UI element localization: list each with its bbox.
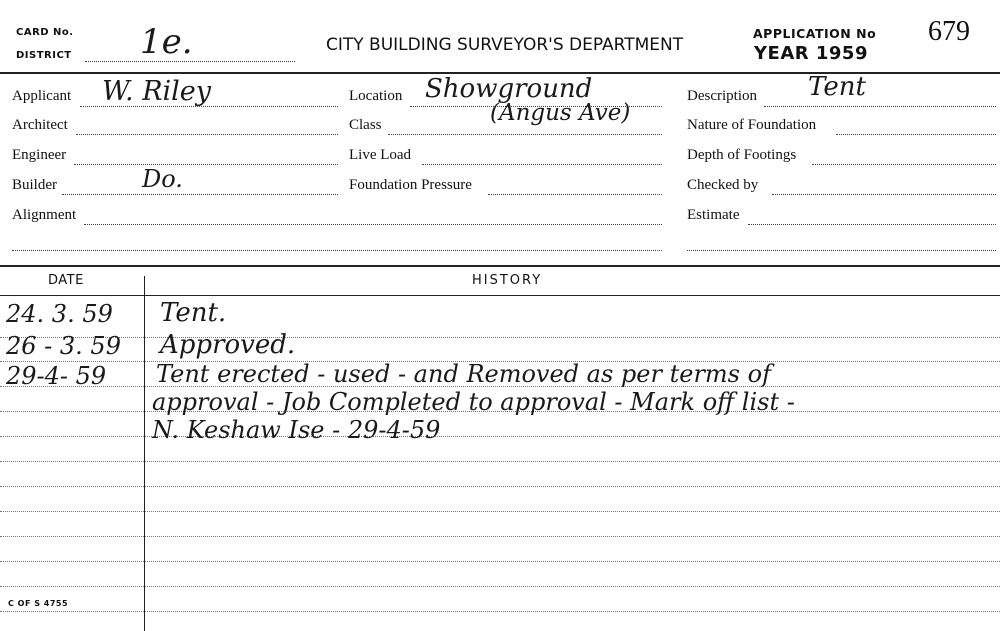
history-row-3-date: 29-4- 59	[6, 362, 107, 390]
application-number: 679	[928, 16, 970, 47]
application-label: APPLICATION No	[753, 26, 877, 41]
estimate-label: Estimate	[687, 207, 740, 223]
estimate-line-2	[687, 250, 996, 251]
class-label: Class	[349, 117, 382, 133]
history-row-3-text: Tent erected - used - and Removed as per terms of	[156, 360, 771, 388]
ruled-line	[0, 511, 1000, 512]
ruled-line	[0, 436, 1000, 437]
class-line	[388, 134, 662, 135]
history-row-2-text: Approved.	[160, 330, 296, 360]
depth-of-footings-label: Depth of Footings	[687, 147, 797, 163]
description-label: Description	[687, 88, 757, 104]
nature-of-foundation-label: Nature of Foundation	[687, 117, 817, 133]
alignment-line	[84, 224, 662, 225]
architect-line	[76, 134, 338, 135]
ruled-line	[0, 536, 1000, 537]
checked-by-label: Checked by	[687, 177, 759, 193]
ruled-line	[0, 486, 1000, 487]
builder-line	[62, 194, 338, 195]
year-label: YEAR 1959	[754, 43, 868, 64]
date-column-divider	[144, 276, 145, 631]
district-label: DISTRICT	[16, 50, 72, 61]
ruled-line	[0, 561, 1000, 562]
builder-label: Builder	[12, 177, 57, 193]
history-top-border	[0, 265, 1000, 267]
alignment-label: Alignment	[12, 207, 77, 223]
live-load-label: Live Load	[349, 147, 412, 163]
checked-by-line	[772, 194, 996, 195]
description-value: Tent	[808, 72, 866, 102]
form-code: C OF S 4755	[8, 599, 69, 608]
date-column-header: DATE	[48, 273, 84, 288]
history-row-2-date: 26 - 3. 59	[6, 332, 121, 360]
architect-label: Architect	[12, 117, 68, 133]
nature-of-foundation-line	[836, 134, 996, 135]
engineer-line	[74, 164, 338, 165]
history-header-divider	[0, 295, 1000, 296]
depth-of-footings-line	[812, 164, 996, 165]
engineer-label: Engineer	[12, 147, 67, 163]
ruled-line	[0, 337, 1000, 338]
applicant-label: Applicant	[12, 88, 72, 104]
location-value: Showground	[425, 74, 593, 104]
builder-value: Do.	[142, 165, 183, 193]
history-row-5-text: N. Keshaw Ise - 29-4-59	[152, 416, 441, 444]
card-no-label: CARD No.	[16, 27, 74, 38]
ruled-line	[0, 586, 1000, 587]
applicant-value: W. Riley	[102, 76, 212, 107]
department-title: CITY BUILDING SURVEYOR'S DEPARTMENT	[326, 35, 684, 55]
foundation-pressure-label: Foundation Pressure	[349, 177, 472, 193]
estimate-line	[748, 224, 996, 225]
live-load-line	[422, 164, 662, 165]
foundation-pressure-line	[488, 194, 662, 195]
ruled-line	[0, 611, 1000, 612]
location-value-2: (Angus Ave)	[490, 100, 631, 126]
location-label: Location	[349, 88, 403, 104]
district-value: 1e.	[140, 22, 193, 62]
district-line	[85, 61, 295, 62]
history-row-1-date: 24. 3. 59	[6, 300, 113, 328]
history-column-header: HISTORY	[472, 273, 543, 288]
history-row-4-text: approval - Job Completed to approval - Mark off list -	[152, 388, 795, 416]
description-line	[764, 106, 996, 107]
history-row-1-text: Tent.	[160, 298, 227, 328]
ruled-line	[0, 461, 1000, 462]
alignment-line-2	[12, 250, 662, 251]
